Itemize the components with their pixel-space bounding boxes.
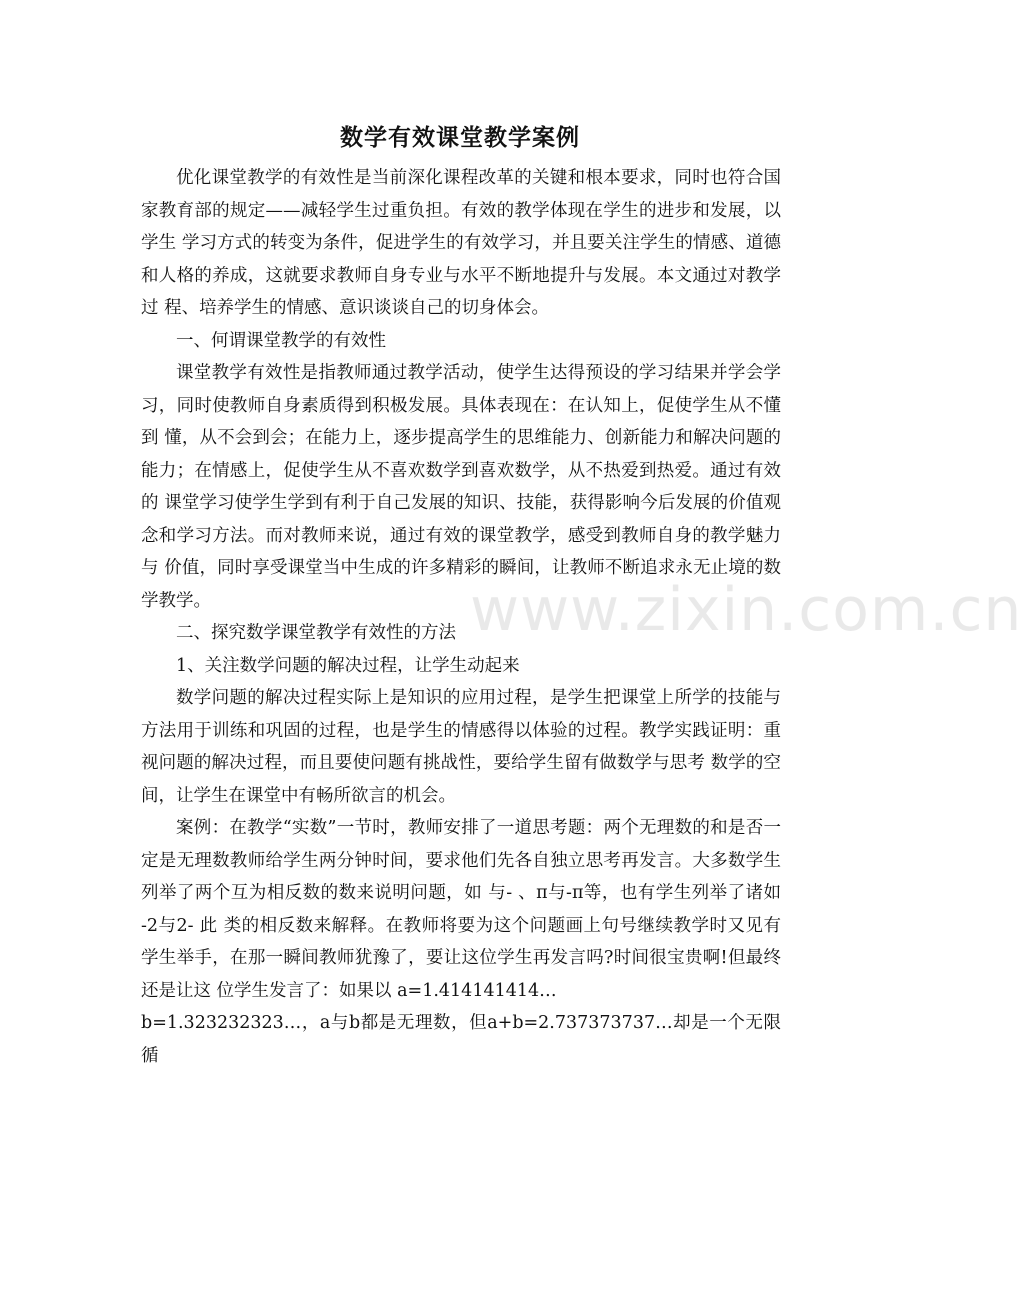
paragraph-intro: 优化课堂教学的有效性是当前深化课程改革的关键和根本要求，同时也符合国家教育部的规定——减轻学生过重负担。有效的教学体现在学生的进步和发展，以学生 学习方式的转变为条件，促进学生的有效学习，并且要关注学生的情感、道德和人格的养成，这就要求教师自身专业与水平不断地提升与发展。本文通过对教学过 程、培养学生的情感、意识谈谈自己的切身体会。	[141, 168, 781, 318]
page-title: 数学有效课堂教学案例	[340, 125, 580, 151]
paragraph-problem-solving: 数学问题的解决过程实际上是知识的应用过程，是学生把课堂上所学的技能与方法用于训练和巩固的过程，也是学生的情感得以体验的过程。教学实践证明：重视问题的解决过程，而且要使问题有挑战性，要给学生留有做数学与思考 数学的空间，让学生在课堂中有畅所欲言的机会。	[141, 688, 781, 806]
section-heading-1: 一、何谓课堂教学的有效性	[176, 330, 386, 351]
document-body	[141, 162, 787, 1072]
subsection-heading-1: 1、关注数学问题的解决过程，让学生动起来	[176, 655, 520, 676]
paragraph-case-continuation: b=1.323232323…，a与b都是无理数，但a+b=2.737373737…却是一个无限循	[141, 1013, 781, 1066]
paragraph-case-study: 案例：在教学“实数”一节时，教师安排了一道思考题：两个无理数的和是否一定是无理数教师给学生两分钟时间，要求他们先各自独立思考再发言。大多数学生列举了两个互为相反数的数来说明问题，如 与- 、π与-π等，也有学生列举了诸如 -2与2- 此 类的相反数来解释。在教师将要为这个问题画上句号继续教学时又见有学生举手，在那一瞬间教师犹豫了，要让这位学生再发言吗?时间很宝贵啊!但最终还是让这 位学生发言了：如果以 a=1.414141414…	[141, 818, 787, 1001]
watermark-text: www.zixin.com.cn	[470, 575, 1022, 645]
section-heading-2: 二、探究数学课堂教学有效性的方法	[176, 623, 456, 643]
paragraph-definition: 课堂教学有效性是指教师通过教学活动，使学生达得预设的学习结果并学会学习，同时使教师自身素质得到积极发展。具体表现在：在认知上，促使学生从不懂到 懂，从不会到会；在能力上，逐步提高学生的思维能力、创新能力和解决问题的能力；在情感上，促使学生从不喜欢数学到喜欢数学，从不热爱到热爱。通过有效的 课堂学习使学生学到有利于自己发展的知识、技能，获得影响今后发展的价值观念和学习方法。而对教师来说，通过有效的课堂教学，感受到教师自身的教学魅力与 价值，同时享受课堂当中生成的许多精彩的瞬间，让教师不断追求永无止境的数学教学。	[141, 363, 781, 611]
